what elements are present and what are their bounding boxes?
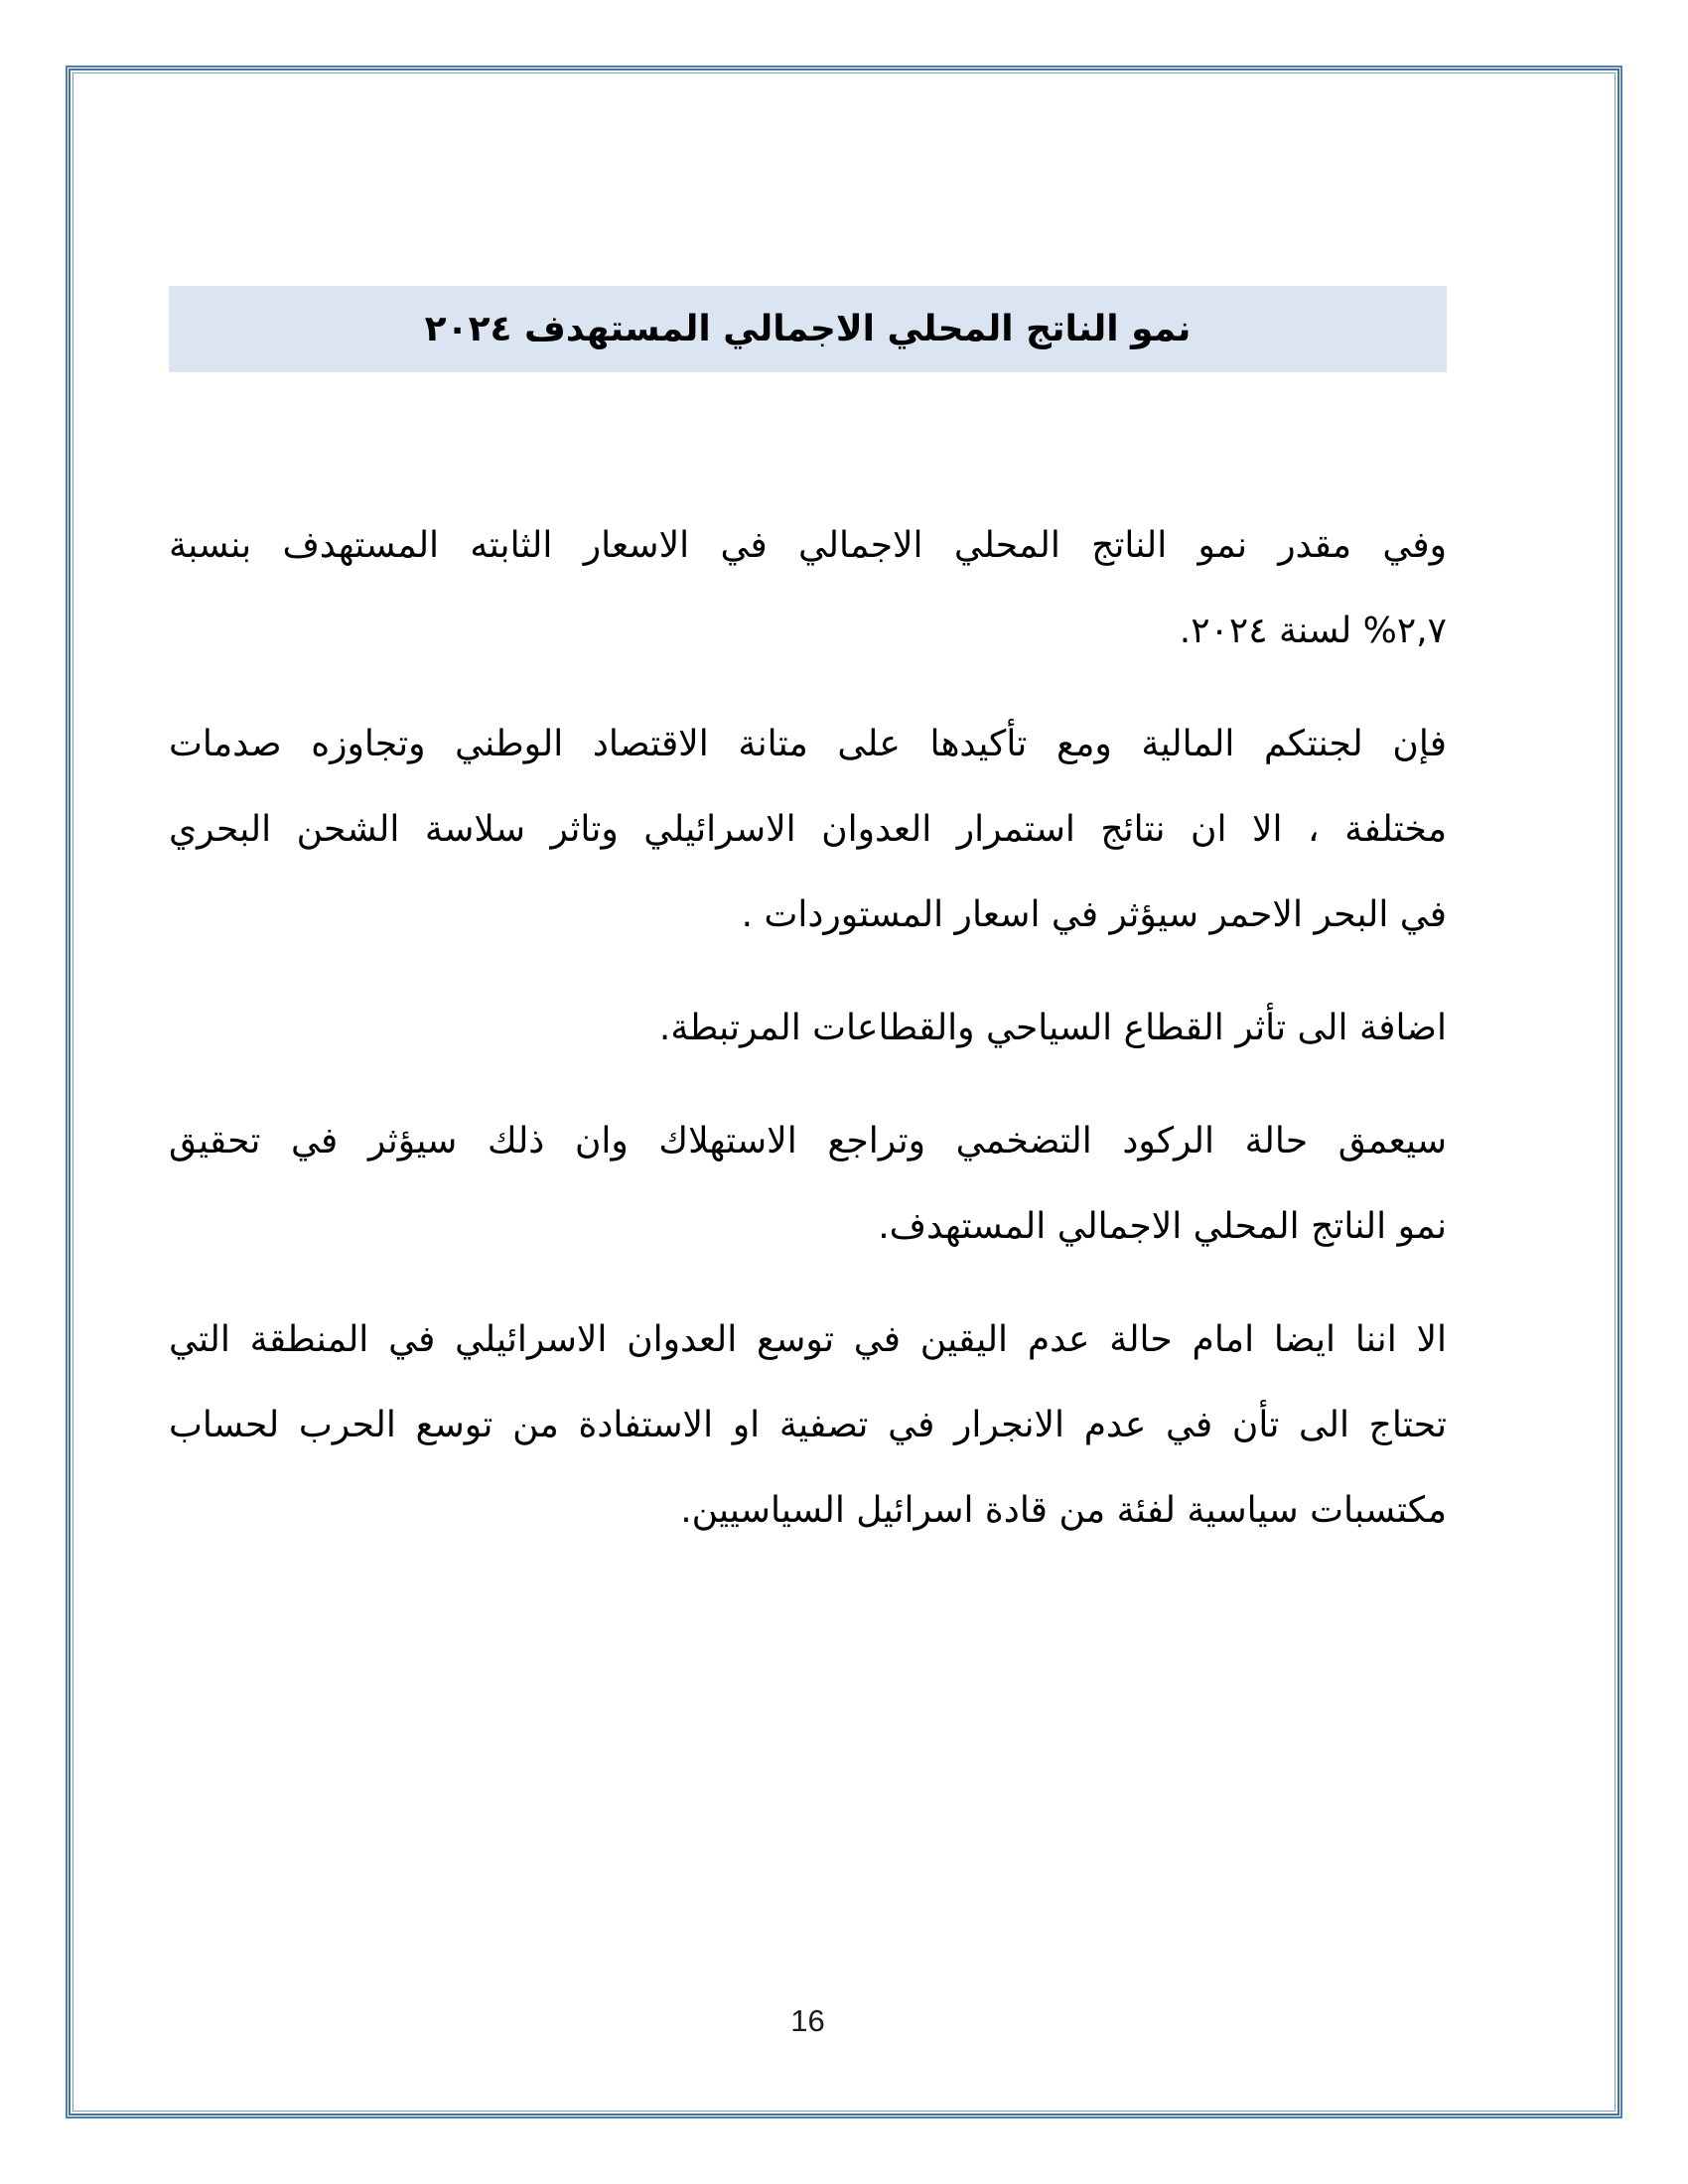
- paragraph-line: نمو الناتج المحلي الاجمالي المستهدف.: [878, 1206, 1447, 1247]
- title-banner: [169, 286, 1447, 372]
- paragraph-line: اضافة الى تأثر القطاع السياحي والقطاعات المرتبطة.: [658, 1008, 1447, 1048]
- paragraph-line: تحتاج الى تأن في عدم الانجرار في تصفية او الاستفادة من توسع الحرب لحساب: [169, 1405, 1447, 1445]
- paragraph-line: في البحر الاحمر سيؤثر في اسعار المستوردات .: [741, 894, 1447, 935]
- paragraph: [169, 1099, 1447, 1270]
- page-number: 16: [790, 2003, 825, 2038]
- body-text: [169, 503, 1447, 1554]
- paragraph-line: مكتسبات سياسية لفئة من قادة اسرائيل السياسيين.: [680, 1490, 1447, 1531]
- paragraph-line: مختلفة ، الا ان نتائج استمرار العدوان الاسرائيلي وتاثر سلاسة الشحن البحري: [169, 809, 1447, 850]
- paragraph: [169, 702, 1447, 958]
- paragraph-line: الا اننا ايضا امام حالة عدم اليقين في توسع العدوان الاسرائيلي في المنطقة التي: [169, 1319, 1447, 1360]
- paragraph: [169, 986, 1447, 1071]
- paragraph-line: وفي مقدر نمو الناتج المحلي الاجمالي في الاسعار الثابته المستهدف بنسبة: [169, 525, 1447, 566]
- page-title: نمو الناتج المحلي الاجمالي المستهدف ٢٠٢٤: [424, 309, 1192, 349]
- paragraph: [169, 1297, 1447, 1554]
- paragraph-line: فإن لجنتكم المالية ومع تأكيدها على متانة الاقتصاد الوطني وتجاوزه صدمات: [169, 724, 1447, 764]
- paragraph: [169, 503, 1447, 674]
- paragraph-line: سيعمق حالة الركود التضخمي وتراجع الاستهلاك وان ذلك سيؤثر في تحقيق: [169, 1121, 1447, 1161]
- text-column: [169, 0, 1447, 1581]
- paragraph-line: ٢,٧% لسنة ٢٠٢٤.: [1179, 611, 1447, 651]
